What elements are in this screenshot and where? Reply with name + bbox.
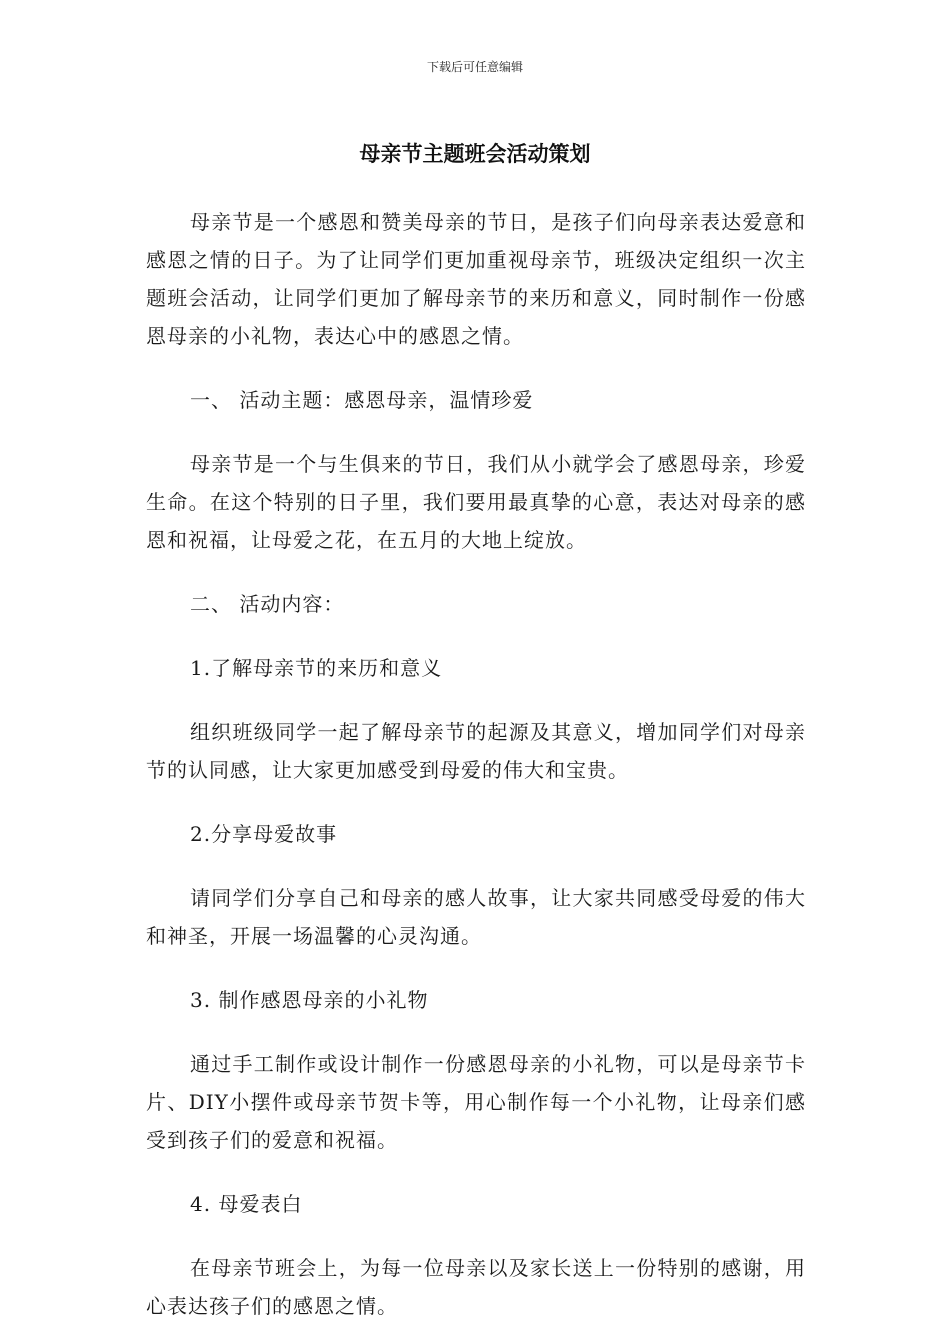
item-heading-2: 2.分享母爱故事 bbox=[190, 822, 338, 846]
item-paragraph-1: 组织班级同学一起了解母亲节的起源及其意义，增加同学们对母亲节的认同感，让大家更加感受到母爱的伟大和宝贵。 bbox=[146, 720, 806, 782]
item-paragraph-2: 请同学们分享自己和母亲的感人故事，让大家共同感受母爱的伟大和神圣，开展一场温馨的心灵沟通。 bbox=[146, 886, 806, 948]
section-heading-content: 二、 活动内容： bbox=[190, 592, 345, 616]
header-note: 下载后可任意编辑 bbox=[426, 60, 523, 74]
item-heading-1: 1.了解母亲节的来历和意义 bbox=[190, 656, 443, 680]
intro-paragraph: 母亲节是一个感恩和赞美母亲的节日，是孩子们向母亲表达爱意和感恩之情的日子。为了让同学们更加重视母亲节，班级决定组织一次主题班会活动，让同学们更加了解母亲节的来历和意义，同时制作一份感恩母亲的小礼物，表达心中的感恩之情。 bbox=[146, 210, 806, 348]
item-paragraph-4: 在母亲节班会上，为每一位母亲以及家长送上一份特别的感谢，用心表达孩子们的感恩之情。 bbox=[146, 1256, 806, 1318]
item-paragraph-3: 通过手工制作或设计制作一份感恩母亲的小礼物，可以是母亲节卡片、DIY小摆件或母亲节贺卡等，用心制作每一个小礼物，让母亲们感受到孩子们的爱意和祝福。 bbox=[146, 1052, 806, 1152]
theme-paragraph: 母亲节是一个与生俱来的节日，我们从小就学会了感恩母亲，珍爱生命。在这个特别的日子里，我们要用最真挚的心意，表达对母亲的感恩和祝福，让母爱之花，在五月的大地上绽放。 bbox=[146, 452, 806, 552]
document-title: 母亲节主题班会活动策划 bbox=[359, 142, 591, 166]
item-heading-4: 4. 母爱表白 bbox=[190, 1192, 303, 1216]
item-heading-3: 3. 制作感恩母亲的小礼物 bbox=[190, 988, 429, 1012]
document-body bbox=[146, 203, 806, 1325]
section-heading-theme: 一、 活动主题：感恩母亲，温情珍爱 bbox=[190, 388, 534, 412]
